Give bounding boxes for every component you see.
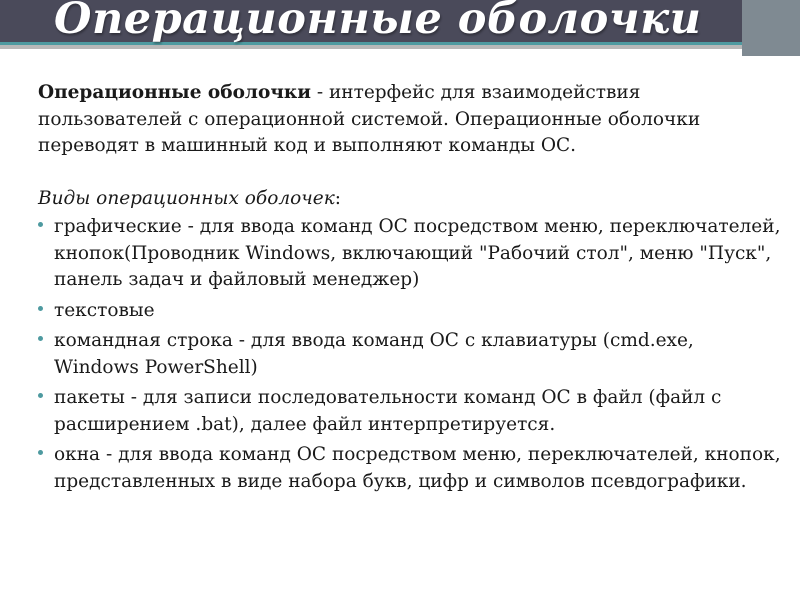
header-corner-block (742, 0, 800, 56)
list-item (38, 298, 783, 325)
slide-title: Операционные оболочки (54, 0, 702, 44)
list-item (38, 385, 783, 438)
types-heading (38, 186, 783, 213)
bullet-icon (38, 393, 43, 398)
bullet-icon (38, 450, 43, 455)
types-heading-colon: : (334, 187, 341, 209)
bullet-icon (38, 222, 43, 227)
types-list (38, 214, 783, 495)
list-item-text: командная строка - для ввода команд ОС с клавиатуры (cmd.exe, Windows PowerShell) (54, 330, 694, 378)
list-item (38, 214, 783, 294)
header-corner-notch (622, 49, 742, 54)
list-item-text: графические - для ввода команд ОС посредством меню, переключателей, кнопок(Проводник Windows, включающий "Рабочий стол", меню "Пуск", панель задач и файловый менеджер) (54, 216, 781, 290)
definition-paragraph (38, 80, 783, 160)
bullet-icon (38, 336, 43, 341)
slide-content (38, 80, 783, 499)
bullet-icon (38, 306, 43, 311)
list-item-text: текстовые (54, 299, 155, 321)
definition-text: - интерфейс для взаимодействия пользователей с операционной системой. Операционные оболочки переводят в машинный код и выполняют команды ОС. (38, 82, 701, 156)
list-item-text: пакеты - для записи последовательности команд ОС в файл (файл с расширением .bat), далее файл интерпретируется. (54, 387, 722, 435)
list-item (38, 442, 783, 495)
list-item (38, 328, 783, 381)
types-heading-label: Виды операционных оболочек (38, 187, 335, 209)
definition-term: Операционные оболочки (38, 82, 311, 103)
list-item-text: окна - для ввода команд ОС посредством меню, переключателей, кнопок, представленных в виде набора букв, цифр и символов псевдографики. (54, 444, 781, 492)
